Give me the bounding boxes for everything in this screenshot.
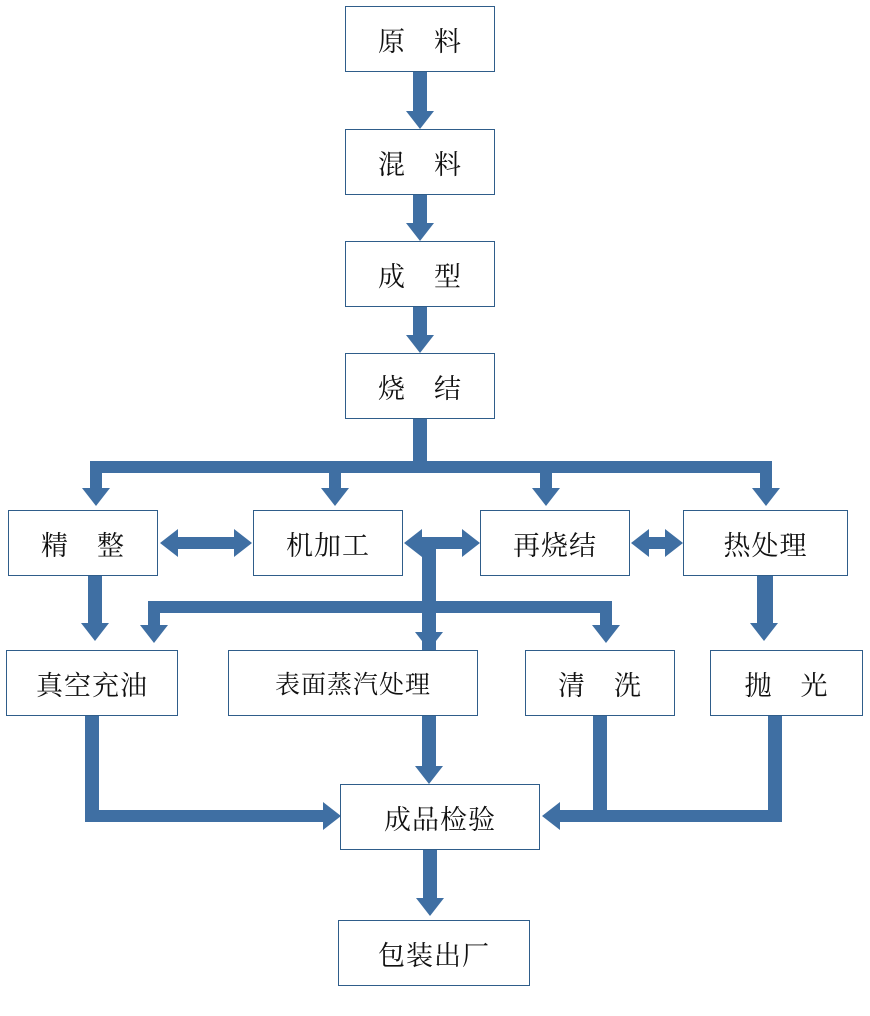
connector-sintering-bus-horizontal — [90, 461, 772, 473]
node-label: 热处理 — [723, 530, 808, 561]
connector-sintering-bus-stem — [413, 419, 427, 461]
connector-bus-machining — [329, 461, 341, 488]
node-steam-treatment[interactable] — [228, 650, 478, 716]
connector-inspection-packaging — [423, 850, 437, 898]
node-label: 成 型 — [378, 261, 462, 292]
node-machining[interactable] — [253, 510, 403, 576]
connector-machining-lowerbus-right — [428, 601, 612, 613]
node-label: 再烧结 — [513, 530, 597, 561]
node-label: 包装出厂 — [378, 940, 490, 971]
node-label: 精 整 — [41, 530, 125, 561]
arrowhead-vacuum-oiling-from-machining — [140, 625, 168, 643]
connector-bus-heat-treatment — [760, 461, 772, 488]
connector-vacuum-oiling-to-inspection — [85, 810, 325, 822]
connector-raw-material-mixing — [413, 72, 427, 111]
node-label: 机加工 — [286, 530, 370, 561]
connector-lowerbus-to-vacuum-oiling — [148, 601, 160, 625]
connector-bus-sizing — [90, 461, 102, 488]
arrowhead-machining-left — [404, 529, 422, 557]
node-label: 抛 光 — [744, 670, 829, 701]
arrowhead-machining-right — [234, 529, 252, 557]
arrowhead-polishing — [750, 623, 778, 641]
node-resintering[interactable] — [480, 510, 630, 576]
node-mixing[interactable] — [345, 129, 495, 195]
node-cleaning[interactable] — [525, 650, 675, 716]
node-label: 表面蒸汽处理 — [274, 671, 431, 699]
arrowhead-steam-treatment — [415, 632, 443, 650]
connector-heat-treatment-polishing — [757, 576, 773, 623]
arrowhead-inspection-right — [542, 802, 560, 830]
connector-sizing-vacuum-oiling — [88, 576, 102, 623]
node-final-inspection[interactable] — [340, 784, 540, 850]
arrowhead-machining — [321, 488, 349, 506]
node-forming[interactable] — [345, 241, 495, 307]
connector-polishing-down — [768, 716, 782, 822]
arrowhead-sizing — [82, 488, 110, 506]
arrowhead-forming — [406, 223, 434, 241]
connector-sizing-machining — [178, 537, 234, 549]
node-label: 原 料 — [378, 26, 462, 57]
arrowhead-cleaning — [592, 625, 620, 643]
connector-mixing-forming — [413, 195, 427, 223]
node-label: 成品检验 — [384, 804, 496, 835]
arrowhead-inspection-left — [323, 802, 341, 830]
node-label: 真空充油 — [36, 670, 148, 701]
connector-steam-treatment-inspection — [422, 716, 436, 766]
node-heat-treatment[interactable] — [683, 510, 848, 576]
arrowhead-sizing-left — [160, 529, 178, 557]
node-label: 烧 结 — [378, 373, 462, 404]
connector-forming-sintering — [413, 307, 427, 335]
arrowhead-packaging — [416, 898, 444, 916]
arrowhead-resintering — [532, 488, 560, 506]
node-sintering[interactable] — [345, 353, 495, 419]
arrowhead-mixing — [406, 111, 434, 129]
node-raw-material[interactable] — [345, 6, 495, 72]
node-polishing[interactable] — [710, 650, 863, 716]
connector-machining-resintering — [422, 537, 462, 549]
arrowhead-sintering — [406, 335, 434, 353]
node-label: 混 料 — [378, 149, 462, 180]
arrowhead-resintering-right — [462, 529, 480, 557]
connector-vacuum-oiling-down — [85, 716, 99, 816]
node-packaging-shipping[interactable] — [338, 920, 530, 986]
arrowhead-resintering-left — [631, 529, 649, 557]
arrowhead-heat-treatment-right — [665, 529, 683, 557]
node-label: 清 洗 — [558, 670, 642, 701]
connector-machining-lowerbus-left — [148, 601, 428, 613]
arrowhead-inspection-top — [415, 766, 443, 784]
node-sizing[interactable] — [8, 510, 158, 576]
connector-bus-resintering — [540, 461, 552, 488]
connector-polishing-to-inspection — [593, 810, 782, 822]
connector-cleaning-down — [593, 716, 607, 816]
connector-lowerbus-to-cleaning — [600, 601, 612, 625]
arrowhead-heat-treatment — [752, 488, 780, 506]
arrowhead-vacuum-oiling-from-sizing — [81, 623, 109, 641]
node-vacuum-oiling[interactable] — [6, 650, 178, 716]
